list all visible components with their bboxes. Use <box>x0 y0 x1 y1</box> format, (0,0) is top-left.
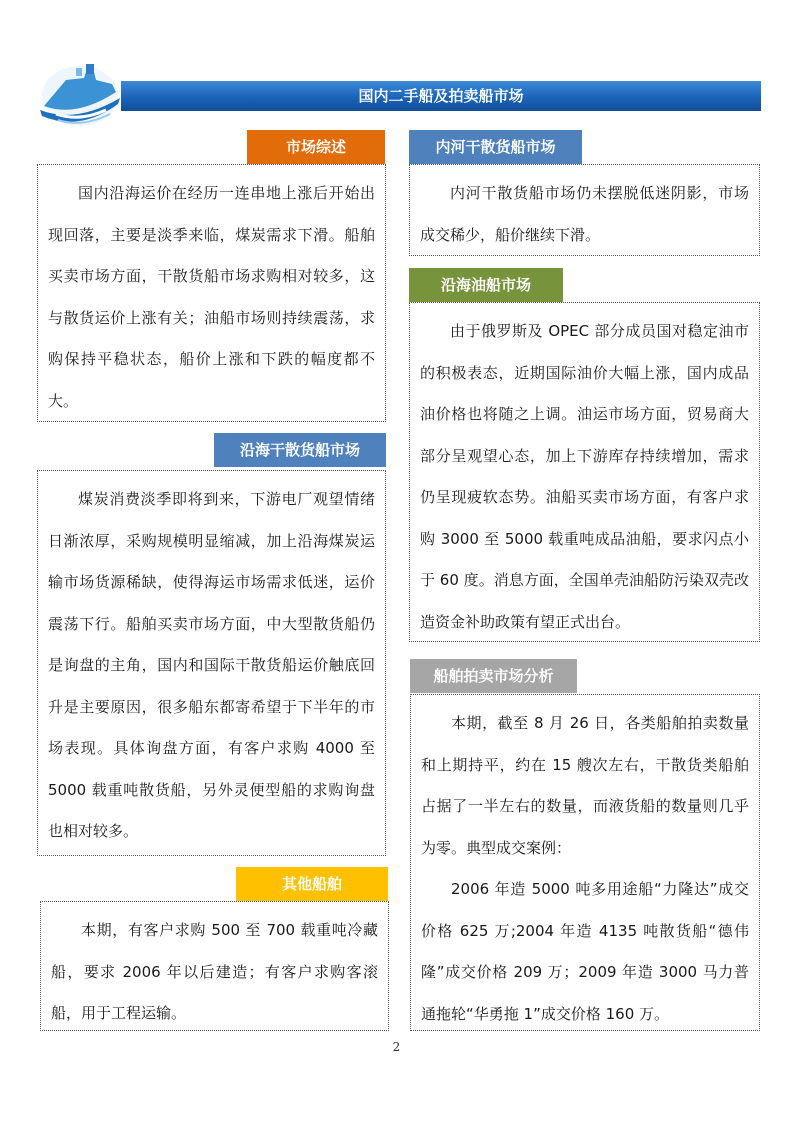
section-tab-coastal-tanker <box>409 268 563 302</box>
page-title: 国内二手船及拍卖船市场 <box>358 87 524 105</box>
section-box-overview <box>37 164 386 422</box>
section-tab-inland-dry-bulk <box>409 130 582 164</box>
paragraph: 煤炭消费淡季即将到来，下游电厂观望情绪日渐浓厚，采购规模明显缩减，加上沿海煤炭运输市场货源稀缺，使得海运市场需求低迷，运价震荡下行。船舶买卖市场方面，中大型散货船仍是询盘的主角，国内和国际干散货船运价触底回升是主要原因，很多船东都寄希望于下半年的市场表现。具体询盘方面，有客户求购 4000 至 5000 载重吨散货船，另外灵便型船的求购询盘也相对较多。 <box>48 490 375 840</box>
section-title: 沿海干散货船市场 <box>239 441 360 459</box>
page-title-banner <box>121 81 761 111</box>
section-box-auction <box>410 694 760 1031</box>
paragraph: 2006 年造 5000 吨多用途船“力隆达”成交价格 625 万;2004 年造 4135 吨散货船“德伟隆”成交价格 209 万；2009 年造 3000 马力普通拖轮“华勇拖 1”成交价格 160 万。 <box>421 880 749 1023</box>
paragraph: 本期，截至 8 月 26 日，各类船舶拍卖数量和上期持平，约在 15 艘次左右，干散货类船舶占据了一半左右的数量，而液货船的数量则几乎为零。典型成交案例： <box>421 714 749 857</box>
section-box-inland-dry-bulk <box>409 164 760 256</box>
section-box-coastal-dry-bulk <box>37 470 386 856</box>
paragraph: 由于俄罗斯及 OPEC 部分成员国对稳定油市的积极表态，近期国际油价大幅上涨，国内成品油价格也将随之上调。油运市场方面，贸易商大部分呈观望心态，加上下游库存持续增加，需求仍呈现疲软态势。油船买卖市场方面，有客户求购 3000 至 5000 载重吨成品油船，要求闪点小于 60 度。消息方面，全国单壳油船防污染双壳改造资金补助政策有望正式出台。 <box>420 322 749 631</box>
paragraph: 国内沿海运价在经历一连串地上涨后开始出现回落，主要是淡季来临，煤炭需求下滑。船舶买卖市场方面，干散货船市场求购相对较多，这与散货运价上涨有关；油船市场则持续震荡，求购保持平稳状态，船价上涨和下跌的幅度都不大。 <box>48 184 375 410</box>
section-title: 市场综述 <box>285 138 346 156</box>
section-box-coastal-tanker <box>409 302 760 642</box>
page-number: 2 <box>392 1040 401 1054</box>
section-box-other-ships <box>40 901 389 1031</box>
section-tab-auction <box>410 659 577 693</box>
section-title: 其他船舶 <box>281 875 342 893</box>
section-title: 沿海油船市场 <box>440 276 531 294</box>
section-title: 内河干散货船市场 <box>435 138 556 156</box>
section-title: 船舶拍卖市场分析 <box>433 667 554 685</box>
section-tab-other-ships <box>236 867 388 901</box>
paragraph: 内河干散货船市场仍未摆脱低迷阴影，市场成交稀少，船价继续下滑。 <box>420 184 749 244</box>
ship-logo-icon <box>36 58 122 128</box>
section-tab-overview <box>247 130 385 164</box>
paragraph: 本期，有客户求购 500 至 700 载重吨冷藏船，要求 2006 年以后建造；有客户求购客滚船，用于工程运输。 <box>51 921 378 1022</box>
section-tab-coastal-dry-bulk <box>214 433 386 467</box>
